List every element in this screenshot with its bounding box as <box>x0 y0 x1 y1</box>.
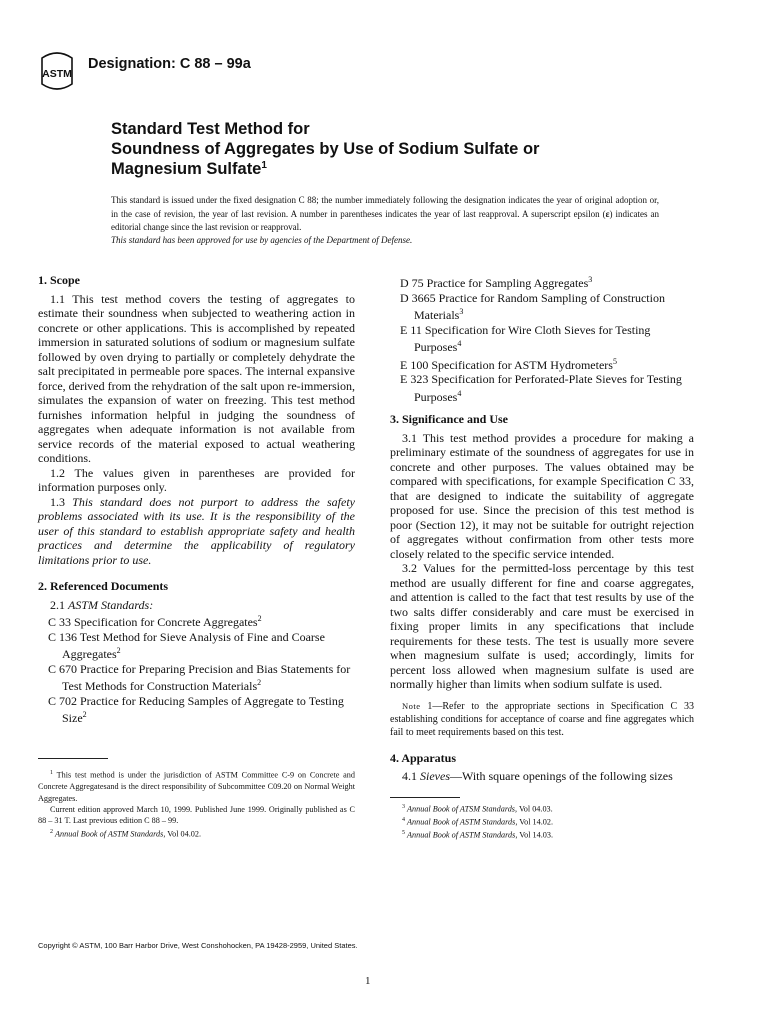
footnote-divider <box>390 797 460 798</box>
reference-list-left <box>38 612 355 726</box>
reference-list-right <box>390 273 694 404</box>
paragraph-1-1: 1.1 This test method covers the testing of aggregates to estimate their soundness when subjected to weathering action in concrete or other applications. This is accomplished by repeated immersion in saturated solutions of sodium or magnesium sulfate followed by oven drying to partially or completely dehydrate the salt precipitated in permeable pore spaces. The internal expansive force, derived from the rehydration of the salt upon re-immersion, simulates the expansion of water on freezing. This test method furnishes information helpful in judging the soundness of aggregates when adequate information is not available from service records of the material exposed to actual weathering conditions. <box>38 291 355 465</box>
left-column <box>38 273 355 726</box>
reference-item: E 323 Specification for Perforated-Plate Sieves for Testing Purposes$^4$ <box>400 372 682 404</box>
reference-item: C 33 Specification for Concrete Aggregates$^2$ <box>48 614 262 629</box>
footnote-2: $^2$ Annual Book of ASTM Standards, Vol 04.02. <box>50 828 201 839</box>
footnote-1-edition: Current edition approved March 10, 1999. Published June 1999. Originally published as C 88 – 31 T. Last previous edition C 88 – 99. <box>38 804 355 826</box>
footnotes-right <box>390 802 694 841</box>
logo-text: ASTM <box>42 68 72 80</box>
footnote-3: $^3$ Annual Book of ATSM Standards, Vol 04.03. <box>402 804 553 814</box>
document-title <box>111 119 671 182</box>
reference-item: C 670 Practice for Preparing Precision and Bias Statements for Test Methods for Construction Materials$^2$ <box>48 661 351 693</box>
paragraph-3-1: 3.1 This test method provides a procedure for making a preliminary estimate of the soundness of aggregates for use in concrete and other purposes. The values obtained may be compared with specifications, for example Specification C 33, that are designed to indicate the suitability of aggregate proposed for use. Since the precision of this test method is poor (Section 12), it may not be suitable for outright rejection of aggregates without confirmation from other tests more closely related to the specific service intended. <box>390 430 694 561</box>
paragraph-1-3: 1.3 This standard does not purport to address the safety problems associated with its use. It is the responsibility of the user of this standard to establish appropriate safety and health practices and determine the applicability of regulatory limitations prior to use. <box>38 494 355 567</box>
astm-logo-icon <box>38 50 76 92</box>
title-footnote-mark: 1 <box>261 160 267 171</box>
reference-item: E 11 Specification for Wire Cloth Sieves for Testing Purposes$^4$ <box>400 322 651 354</box>
page-number: 1 <box>365 975 371 987</box>
title-line-1: Standard Test Method for <box>111 120 310 138</box>
note-1: Note 1—Refer to the appropriate sections in Specification C 33 establishing conditions for acceptance of coarse and fine aggregates which fail to meet requirements based on this test. <box>390 700 694 738</box>
title-line-2: Soundness of Aggregates by Use of Sodium Sulfate or <box>111 140 540 158</box>
footnote-5: $^5$ Annual Book of ASTM Standards, Vol 14.03. <box>402 830 553 841</box>
section-heading-scope: 1. Scope <box>38 273 80 287</box>
footnotes-left <box>38 768 355 840</box>
reference-item: C 136 Test Method for Sieve Analysis of Fine and Coarse Aggregates$^2$ <box>48 629 325 661</box>
standard-issue-notice: This standard is issued under the fixed designation C 88; the number immediately following the designation indicates the year of original adoption or, in the case of revision, the year of last revision. A number in parentheses indicates the year of last reapproval. A superscript epsilon (ε) indicates an editorial change since the last revision or reapproval. <box>111 195 660 232</box>
paragraph-4-1: 4.1 Sieves—With square openings of the following sizes <box>402 769 673 783</box>
subsection-2-1: 2.1 ASTM Standards: <box>50 597 154 612</box>
designation: Designation: C 88 – 99a <box>88 56 251 72</box>
paragraph-1-2: 1.2 The values given in parentheses are provided for information purposes only. <box>38 465 355 494</box>
dod-approval-note: This standard has been approved for use by agencies of the Department of Defense. <box>111 235 413 245</box>
reference-item: D 3665 Practice for Random Sampling of Construction Materials$^3$ <box>400 290 665 322</box>
right-column <box>390 273 694 784</box>
section-heading-apparatus: 4. Apparatus <box>390 750 457 765</box>
copyright-notice: Copyright © ASTM, 100 Barr Harbor Drive, West Conshohocken, PA 19428-2959, United States. <box>38 941 358 950</box>
title-line-3: Magnesium Sulfate$^1$ <box>111 160 267 178</box>
reference-item: D 75 Practice for Sampling Aggregates$^3$ <box>400 275 593 290</box>
section-heading-referenced-documents: 2. Referenced Documents <box>38 579 169 593</box>
footnote-divider <box>38 758 108 759</box>
paragraph-3-2: 3.2 Values for the permitted-loss percentage by this test method are usually different for fine and coarse aggregates, and attention is called to the fact that test results by use of the two salts differ considerably and care must be exercised in fixing proper limits in any specifications that include requirements for these tests. The test is usually more severe when magnesium sulfate is used; accordingly, limits for percent loss allowed when magnesium sulfate is used are normally higher than limits when sodium sulfate is used. <box>390 561 694 691</box>
footnote-1: $^1$ This test method is under the jurisdiction of ASTM Committee C-9 on Concrete and Concrete Aggregatesand is the direct responsibility of Subcommittee C09.20 on Normal Weight Aggregates. <box>38 770 355 803</box>
footnote-4: $^4$ Annual Book of ASTM Standards, Vol 14.02. <box>402 817 553 827</box>
reference-item: E 100 Specification for ASTM Hydrometers$^5$ <box>400 356 617 372</box>
section-heading-significance: 3. Significance and Use <box>390 412 509 426</box>
reference-item: C 702 Practice for Reducing Samples of Aggregate to Testing Size$^2$ <box>48 693 344 725</box>
